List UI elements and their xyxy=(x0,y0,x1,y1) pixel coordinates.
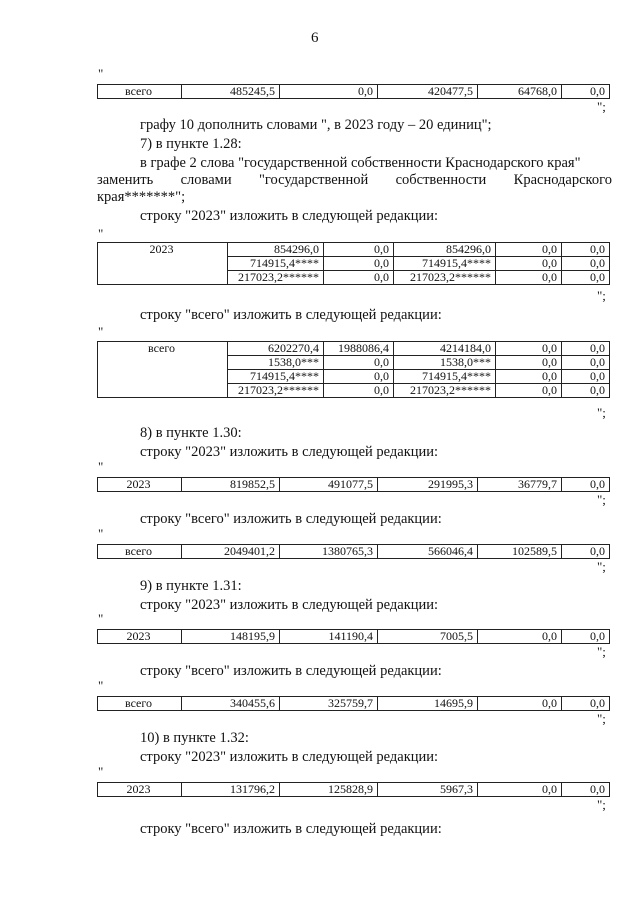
table-2023-a xyxy=(97,242,610,285)
quote-close: "; xyxy=(597,405,606,420)
page-number: 6 xyxy=(311,30,319,46)
quote-open: " xyxy=(98,526,104,541)
table-cell: 5967,3 xyxy=(378,783,478,797)
word: Краснодарского xyxy=(513,172,612,188)
table-cell: 1538,0*** xyxy=(394,356,496,370)
paragraph-justified xyxy=(97,172,612,189)
table-cell: 0,0 xyxy=(562,257,610,271)
quote-close: "; xyxy=(597,492,606,507)
table-row xyxy=(98,545,610,559)
table-cell: 141190,4 xyxy=(280,630,378,644)
table-cell: 714915,4**** xyxy=(394,257,496,271)
table-cell: 0,0 xyxy=(496,370,562,384)
table-row xyxy=(98,478,610,492)
table-cell: 0,0 xyxy=(562,783,610,797)
table-2023-b xyxy=(97,477,610,492)
quote-open: " xyxy=(98,459,104,474)
quote-open: " xyxy=(98,66,104,81)
table-cell: 0,0 xyxy=(496,257,562,271)
table-cell: 0,0 xyxy=(562,342,610,356)
quote-open: " xyxy=(98,764,104,779)
quote-close: "; xyxy=(597,797,606,812)
table-cell: 714915,4**** xyxy=(228,370,324,384)
table-cell: 217023,2****** xyxy=(228,271,324,285)
table-cell: 0,0 xyxy=(324,384,394,398)
table-cell: 2049401,2 xyxy=(182,545,280,559)
table-cell: 14695,9 xyxy=(378,697,478,711)
quote-close: "; xyxy=(597,559,606,574)
table-cell: 1538,0*** xyxy=(228,356,324,370)
paragraph: 7) в пункте 1.28: xyxy=(140,136,242,152)
table-cell: 0,0 xyxy=(562,243,610,257)
table-cell: 0,0 xyxy=(562,697,610,711)
table-row xyxy=(98,630,610,644)
table-cell: 0,0 xyxy=(562,85,610,99)
table-cell: 36779,7 xyxy=(478,478,562,492)
table-row-label: 2023 xyxy=(98,243,228,285)
paragraph: строку "всего" изложить в следующей редакции: xyxy=(140,663,442,679)
table-cell: 714915,4**** xyxy=(394,370,496,384)
quote-open: " xyxy=(98,226,104,241)
table-cell: 0,0 xyxy=(478,630,562,644)
word: "государственной xyxy=(258,172,369,188)
paragraph: края*******"; xyxy=(97,189,186,205)
table-cell: 0,0 xyxy=(324,271,394,285)
table-row-label: всего xyxy=(98,342,228,398)
table-cell: 854296,0 xyxy=(394,243,496,257)
table-cell: 6202270,4 xyxy=(228,342,324,356)
table-row xyxy=(98,342,610,356)
table-row xyxy=(98,697,610,711)
paragraph: 8) в пункте 1.30: xyxy=(140,425,242,441)
table-cell: 131796,2 xyxy=(182,783,280,797)
table-cell: 102589,5 xyxy=(478,545,562,559)
table-cell: 2023 xyxy=(98,630,182,644)
table-vsego-b xyxy=(97,544,610,559)
table-cell: 0,0 xyxy=(280,85,378,99)
table-cell: 0,0 xyxy=(562,478,610,492)
paragraph: графу 10 дополнить словами ", в 2023 году – 20 единиц"; xyxy=(140,117,492,133)
table-cell: всего xyxy=(98,545,182,559)
paragraph: строку "2023" изложить в следующей редакции: xyxy=(140,597,439,613)
table-cell: 291995,3 xyxy=(378,478,478,492)
table-cell: 0,0 xyxy=(324,370,394,384)
table-cell: 325759,7 xyxy=(280,697,378,711)
table-cell: 148195,9 xyxy=(182,630,280,644)
table-cell: 0,0 xyxy=(562,356,610,370)
table-2023-c xyxy=(97,629,610,644)
table-cell: 217023,2****** xyxy=(228,384,324,398)
table-cell: 819852,5 xyxy=(182,478,280,492)
quote-open: " xyxy=(98,678,104,693)
table-2023-d xyxy=(97,782,610,797)
word: словами xyxy=(180,172,232,188)
table-cell: 0,0 xyxy=(562,271,610,285)
table-cell: 0,0 xyxy=(562,384,610,398)
paragraph: строку "2023" изложить в следующей редакции: xyxy=(140,749,439,765)
word: заменить xyxy=(97,172,154,188)
table-cell: 0,0 xyxy=(478,783,562,797)
quote-open: " xyxy=(98,611,104,626)
table-cell: 2023 xyxy=(98,478,182,492)
table-cell: всего xyxy=(98,85,182,99)
table-cell: 0,0 xyxy=(496,356,562,370)
table-cell: 0,0 xyxy=(562,545,610,559)
table-vsego-a xyxy=(97,341,610,398)
paragraph: строку "всего" изложить в следующей редакции: xyxy=(140,821,442,837)
table-cell: 1988086,4 xyxy=(324,342,394,356)
table-cell: 0,0 xyxy=(496,384,562,398)
table-cell: 1380765,3 xyxy=(280,545,378,559)
paragraph: строку "всего" изложить в следующей редакции: xyxy=(140,307,442,323)
quote-close: "; xyxy=(597,288,606,303)
paragraph: 9) в пункте 1.31: xyxy=(140,578,242,594)
word: собственности xyxy=(395,172,487,188)
table-cell: 7005,5 xyxy=(378,630,478,644)
table-cell: 217023,2****** xyxy=(394,384,496,398)
table-row xyxy=(98,85,610,99)
quote-close: "; xyxy=(597,711,606,726)
table-vsego-c xyxy=(97,696,610,711)
paragraph: строку "2023" изложить в следующей редакции: xyxy=(140,208,439,224)
paragraph: 10) в пункте 1.32: xyxy=(140,730,249,746)
table-total-1 xyxy=(97,84,610,99)
table-cell: 714915,4**** xyxy=(228,257,324,271)
table-cell: 420477,5 xyxy=(378,85,478,99)
quote-close: "; xyxy=(597,99,606,114)
table-cell: всего xyxy=(98,697,182,711)
table-cell: 0,0 xyxy=(496,243,562,257)
quote-close: "; xyxy=(597,644,606,659)
table-cell: 0,0 xyxy=(496,271,562,285)
table-cell: 125828,9 xyxy=(280,783,378,797)
paragraph: строку "всего" изложить в следующей редакции: xyxy=(140,511,442,527)
table-row xyxy=(98,243,610,257)
table-cell: 0,0 xyxy=(324,243,394,257)
table-row xyxy=(98,783,610,797)
quote-open: " xyxy=(98,324,104,339)
table-cell: 64768,0 xyxy=(478,85,562,99)
table-cell: 0,0 xyxy=(496,342,562,356)
table-cell: 4214184,0 xyxy=(394,342,496,356)
table-cell: 0,0 xyxy=(324,356,394,370)
table-cell: 0,0 xyxy=(324,257,394,271)
table-cell: 0,0 xyxy=(562,630,610,644)
table-cell: 491077,5 xyxy=(280,478,378,492)
table-cell: 0,0 xyxy=(478,697,562,711)
paragraph: строку "2023" изложить в следующей редакции: xyxy=(140,444,439,460)
table-cell: 485245,5 xyxy=(182,85,280,99)
table-cell: 854296,0 xyxy=(228,243,324,257)
table-cell: 566046,4 xyxy=(378,545,478,559)
table-cell: 340455,6 xyxy=(182,697,280,711)
table-cell: 2023 xyxy=(98,783,182,797)
table-cell: 0,0 xyxy=(562,370,610,384)
table-cell: 217023,2****** xyxy=(394,271,496,285)
paragraph: в графе 2 слова "государственной собственности Краснодарского края" xyxy=(140,155,581,171)
